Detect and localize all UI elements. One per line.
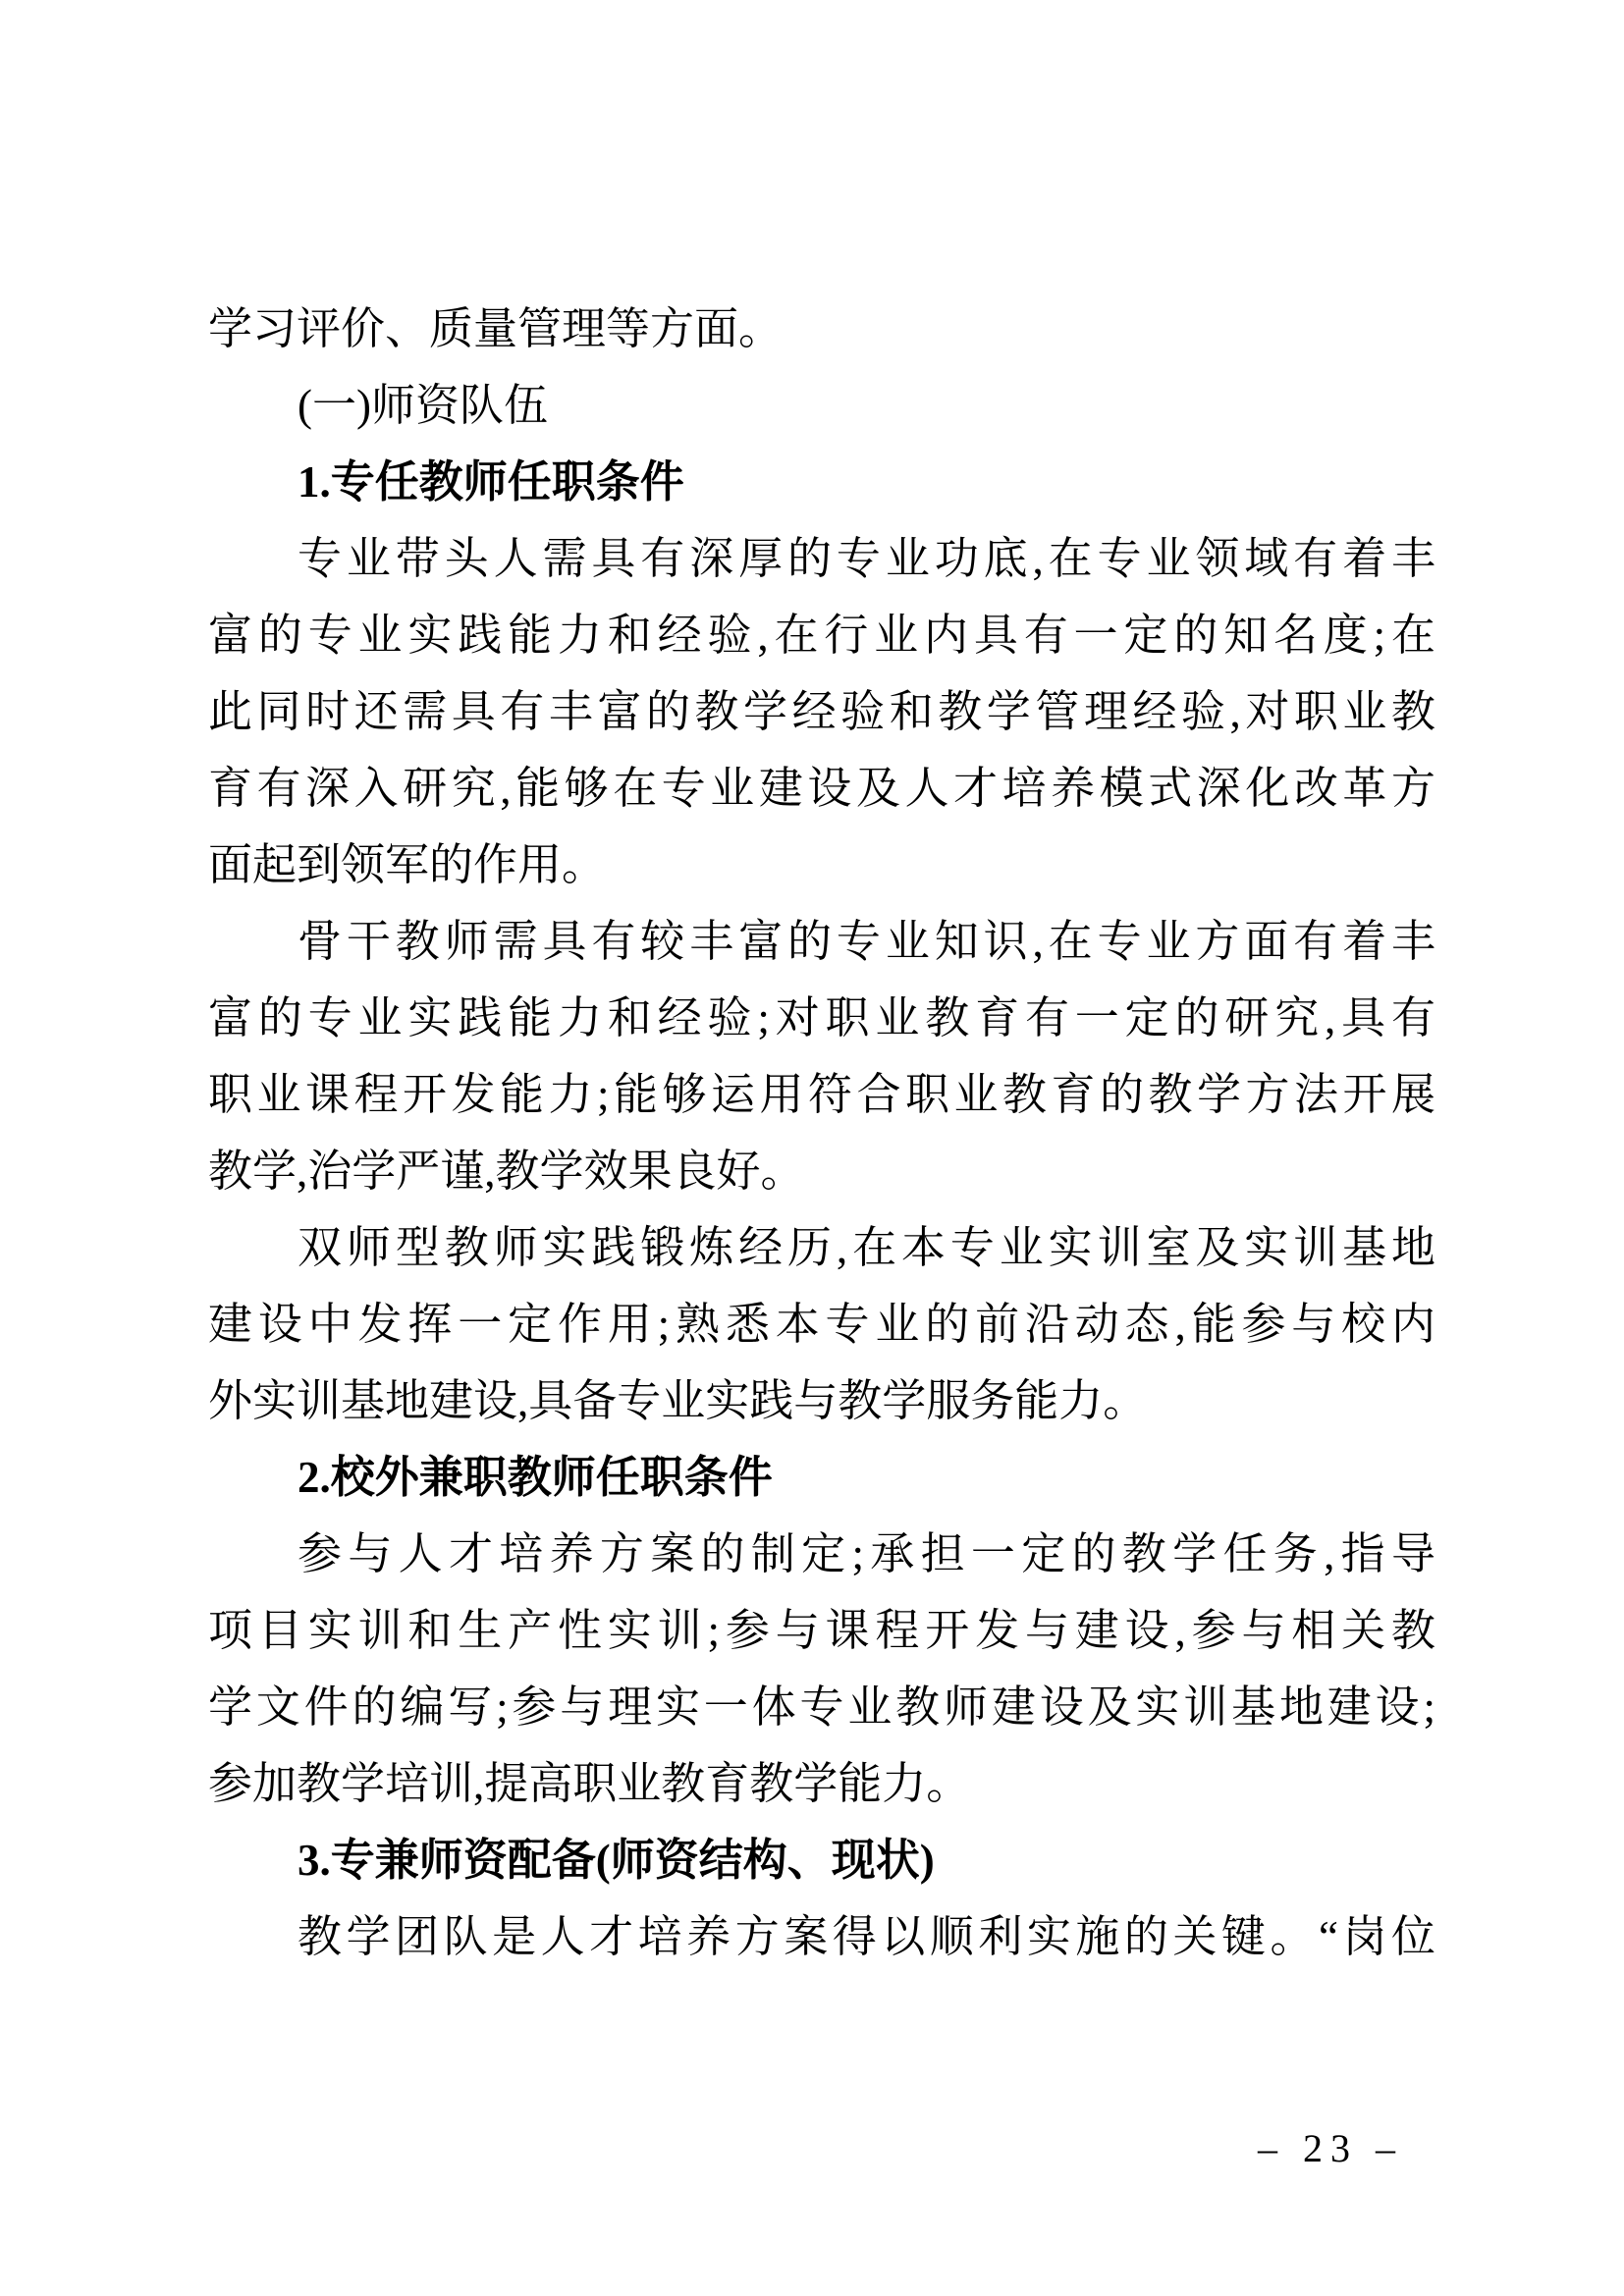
text-line: 教学团队是人才培养方案得以顺利实施的关键。“岗位	[298, 1912, 1435, 1961]
heading-line: 3.专兼师资配备(师资结构、现状)	[298, 1836, 935, 1885]
text-line: 学文件的编写;参与理实一体专业教师建设及实训基地建设;	[208, 1682, 1435, 1732]
text-line: 此同时还需具有丰富的教学经验和教学管理经验,对职业教	[208, 687, 1435, 736]
heading-line: 2.校外兼职教师任职条件	[298, 1453, 773, 1502]
heading-line: 1.专任教师任职条件	[298, 457, 684, 507]
text-line: 外实训基地建设,具备专业实践与教学服务能力。	[208, 1376, 1148, 1425]
text-line: 教学,治学严谨,教学效果良好。	[208, 1147, 805, 1196]
text-line: 面起到领军的作用。	[208, 840, 607, 889]
subsection-heading: (一)师资队伍	[298, 381, 548, 430]
page-text-block	[208, 291, 1435, 1975]
text-line: 参与人才培养方案的制定;承担一定的教学任务,指导	[298, 1529, 1435, 1578]
text-line: 富的专业实践能力和经验;对职业教育有一定的研究,具有	[208, 993, 1435, 1042]
text-line: 建设中发挥一定作用;熟悉本专业的前沿动态,能参与校内	[208, 1300, 1435, 1349]
text-line: 职业课程开发能力;能够运用符合职业教育的教学方法开展	[208, 1070, 1435, 1119]
text-line: 专业带头人需具有深厚的专业功底,在专业领域有着丰	[298, 534, 1435, 583]
text-line: 学习评价、质量管理等方面。	[208, 304, 784, 353]
text-line: 富的专业实践能力和经验,在行业内具有一定的知名度;在	[208, 611, 1435, 660]
text-line: 参加教学培训,提高职业教育教学能力。	[208, 1759, 971, 1808]
page-number: – 23 –	[1258, 2126, 1403, 2170]
text-line: 项目实训和生产性实训;参与课程开发与建设,参与相关教	[208, 1606, 1435, 1655]
text-line: 双师型教师实践锻炼经历,在本专业实训室及实训基地	[298, 1223, 1435, 1272]
text-line: 育有深入研究,能够在专业建设及人才培养模式深化改革方	[208, 764, 1435, 813]
text-line: 骨干教师需具有较丰富的专业知识,在专业方面有着丰	[298, 917, 1435, 966]
